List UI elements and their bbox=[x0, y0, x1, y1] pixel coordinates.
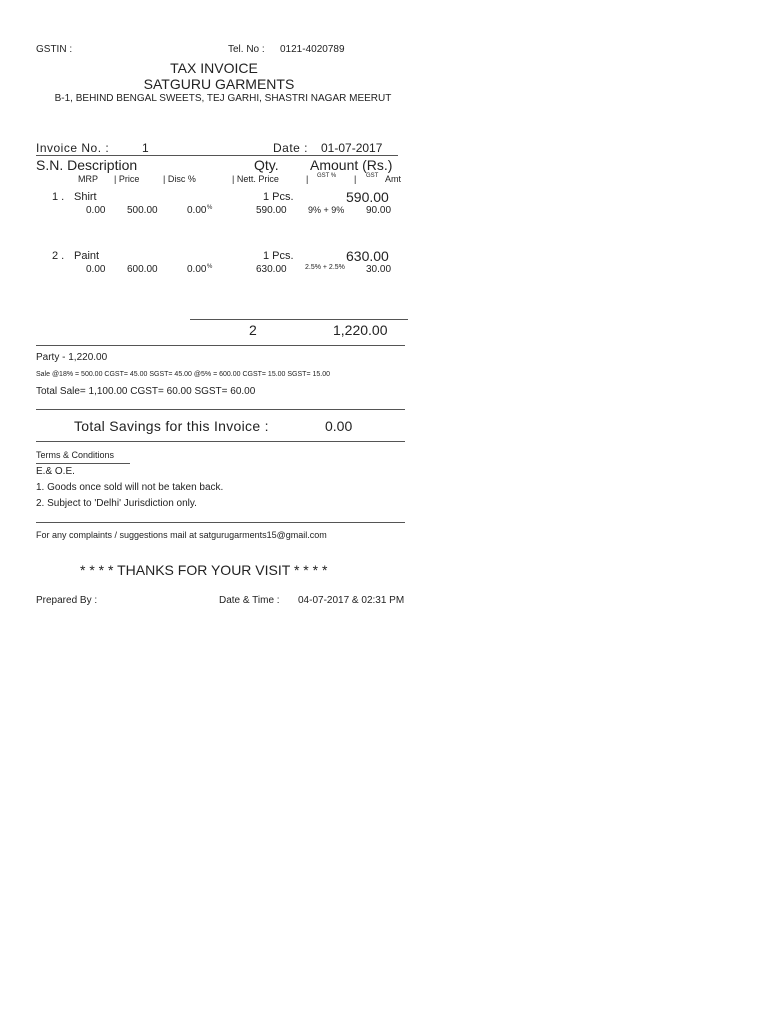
datetime-value: 04-07-2017 & 02:31 PM bbox=[298, 595, 405, 606]
col-gst-pipe-2: | bbox=[354, 174, 357, 184]
item-1-qty: 1 Pcs. bbox=[263, 191, 294, 203]
item-1-disc: 0.00 bbox=[187, 205, 207, 216]
datetime-label: Date & Time : bbox=[219, 595, 280, 606]
col-gst-pipe: | bbox=[306, 174, 309, 184]
terms-heading: Terms & Conditions bbox=[36, 450, 115, 460]
item-1-nett: 590.00 bbox=[256, 205, 287, 216]
terms-line-1: 1. Goods once sold will not be taken back. bbox=[36, 482, 224, 493]
prepared-by-label: Prepared By : bbox=[36, 595, 98, 606]
savings-label: Total Savings for this Invoice : bbox=[74, 418, 269, 434]
divider-3 bbox=[36, 441, 405, 442]
item-2-sn: 2 . bbox=[52, 250, 65, 262]
item-2-mrp: 0.00 bbox=[86, 264, 106, 275]
item-1-name: Shirt bbox=[74, 191, 97, 203]
item-2-price: 600.00 bbox=[127, 264, 158, 275]
item-2-name: Paint bbox=[74, 250, 100, 262]
company-name: SATGURU GARMENTS bbox=[143, 76, 295, 92]
terms-underline bbox=[36, 463, 130, 464]
col-gst-amt: Amt bbox=[385, 174, 402, 184]
col-gst-amt-sup: GST bbox=[366, 173, 379, 179]
divider-1 bbox=[36, 345, 405, 346]
col-nett-price: | Nett. Price bbox=[232, 174, 279, 184]
tax-breakup: Sale @18% = 500.00 CGST= 45.00 SGST= 45.00 @5% = 600.00 CGST= 15.00 SGST= 15.00 bbox=[36, 371, 330, 378]
item-2-qty: 1 Pcs. bbox=[263, 250, 294, 262]
gstin-label: GSTIN : bbox=[36, 44, 73, 55]
party-total: Party - 1,220.00 bbox=[36, 352, 108, 363]
item-1-price: 500.00 bbox=[127, 205, 158, 216]
item-1-mrp: 0.00 bbox=[86, 205, 106, 216]
item-2-amount: 630.00 bbox=[346, 248, 389, 264]
col-mrp: MRP bbox=[78, 174, 98, 184]
item-1-disc-sym: % bbox=[207, 205, 213, 211]
item-1-gst-amt: 90.00 bbox=[366, 205, 392, 216]
col-disc: | Disc % bbox=[163, 174, 196, 184]
divider-2 bbox=[36, 409, 405, 410]
item-1-gst-pct: 9% + 9% bbox=[308, 205, 345, 215]
terms-eoe: E.& O.E. bbox=[36, 466, 75, 477]
item-2-disc: 0.00 bbox=[187, 264, 207, 275]
invoice-info-rule bbox=[36, 155, 398, 156]
item-2-disc-sym: % bbox=[207, 264, 213, 270]
col-sn-description: S.N. Description bbox=[36, 157, 138, 173]
amount-total: 1,220.00 bbox=[333, 322, 388, 338]
item-2-gst-pct: 2.5% + 2.5% bbox=[305, 264, 345, 271]
col-gst-percent: GST % bbox=[317, 173, 337, 179]
col-qty: Qty. bbox=[254, 157, 279, 173]
invoice-date-value: 01-07-2017 bbox=[321, 141, 383, 155]
invoice-date-label: Date : bbox=[273, 141, 309, 155]
totals-rule bbox=[190, 319, 408, 320]
item-2-nett: 630.00 bbox=[256, 264, 287, 275]
terms-line-2: 2. Subject to 'Delhi' Jurisdiction only. bbox=[36, 498, 197, 509]
total-sale: Total Sale= 1,100.00 CGST= 60.00 SGST= 60.00 bbox=[36, 386, 256, 397]
col-price: | Price bbox=[114, 174, 140, 184]
item-1-sn: 1 . bbox=[52, 191, 65, 203]
qty-total: 2 bbox=[249, 322, 257, 338]
invoice-no-value: 1 bbox=[142, 141, 149, 155]
invoice-no-label: Invoice No. : bbox=[36, 141, 110, 155]
complaints-line: For any complaints / suggestions mail at satgurugarments15@gmail.com bbox=[36, 530, 327, 540]
tel-label: Tel. No : bbox=[228, 44, 265, 55]
company-address: B-1, BEHIND BENGAL SWEETS, TEJ GARHI, SHASTRI NAGAR MEERUT bbox=[54, 93, 392, 104]
divider-4 bbox=[36, 522, 405, 523]
savings-value: 0.00 bbox=[325, 418, 353, 434]
item-2-gst-amt: 30.00 bbox=[366, 264, 392, 275]
thanks-message: * * * * THANKS FOR YOUR VISIT * * * * bbox=[80, 562, 328, 578]
item-1-amount: 590.00 bbox=[346, 189, 389, 205]
col-amount: Amount (Rs.) bbox=[310, 157, 393, 173]
doc-title: TAX INVOICE bbox=[170, 60, 258, 76]
tel-value: 0121-4020789 bbox=[280, 44, 345, 55]
